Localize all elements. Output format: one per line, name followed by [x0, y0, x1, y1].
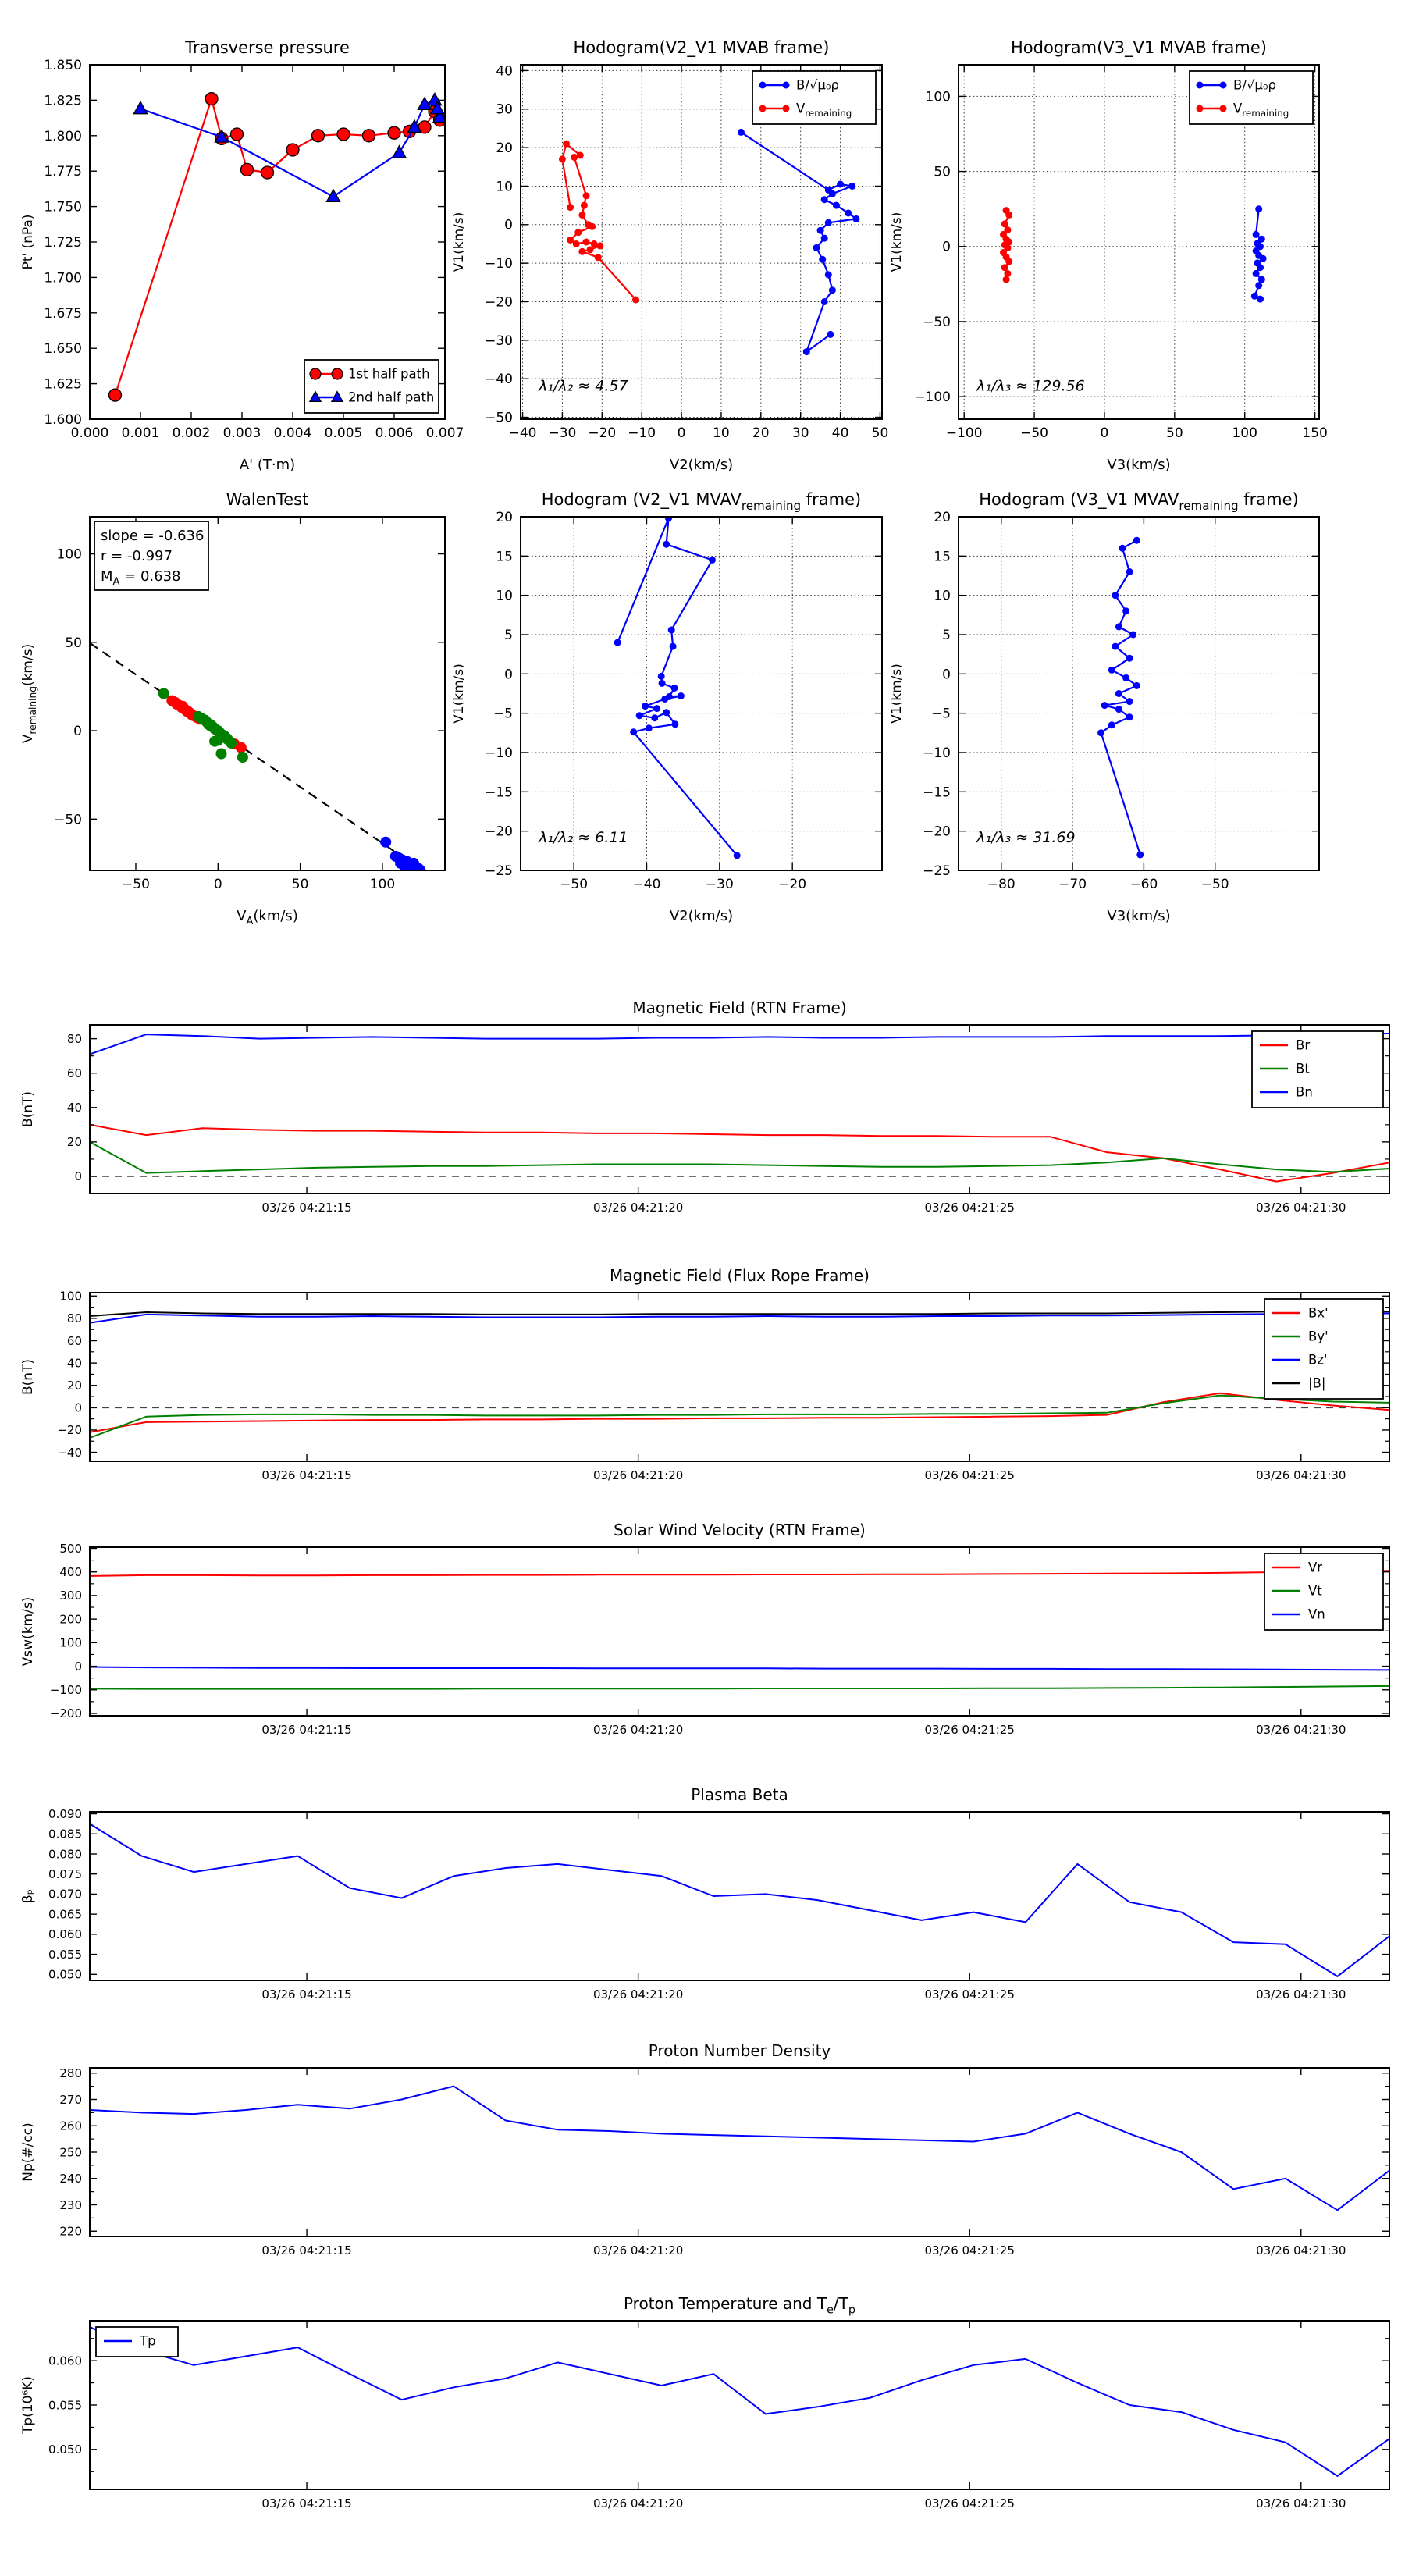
hodogram-v2v1-mvab-eigenvalue-annotation: λ₁/λ₂ ≈ 4.57 — [539, 377, 628, 395]
svg-text:20: 20 — [66, 1135, 82, 1150]
transverse-pressure-series-1st-half-path — [109, 93, 446, 401]
svg-text:20: 20 — [752, 425, 770, 441]
svg-text:Br: Br — [1296, 1037, 1311, 1053]
svg-text:Vr: Vr — [1308, 1560, 1323, 1575]
svg-text:260: 260 — [59, 2119, 82, 2133]
svg-text:03/26 04:21:25: 03/26 04:21:25 — [924, 1723, 1015, 1737]
svg-text:1.725: 1.725 — [44, 234, 82, 251]
svg-text:−10: −10 — [485, 256, 513, 272]
svg-text:100: 100 — [369, 877, 396, 892]
svg-text:−20: −20 — [778, 877, 807, 892]
svg-text:0.080: 0.080 — [48, 1847, 82, 1862]
svg-text:230: 230 — [59, 2197, 82, 2212]
svg-text:1.775: 1.775 — [44, 164, 82, 180]
svg-text:0: 0 — [942, 667, 951, 683]
hodogram-v3v1-mvav-eigenvalue-annotation: λ₁/λ₃ ≈ 31.69 — [976, 828, 1076, 846]
svg-text:40: 40 — [496, 63, 513, 80]
svg-text:03/26 04:21:15: 03/26 04:21:15 — [261, 2243, 352, 2258]
hodogram-v2v1-mvav-chart — [431, 476, 937, 945]
svg-text:0.002: 0.002 — [172, 425, 211, 441]
hodogram-v3v1-mvab-eigenvalue-annotation: λ₁/λ₃ ≈ 129.56 — [976, 377, 1085, 395]
svg-text:0: 0 — [74, 1400, 82, 1415]
svg-text:20: 20 — [496, 141, 513, 157]
svg-text:03/26 04:21:15: 03/26 04:21:15 — [261, 1987, 352, 2001]
svg-text:1.625: 1.625 — [44, 376, 82, 393]
walen-test-chart — [0, 476, 500, 945]
svg-text:10: 10 — [713, 425, 730, 441]
svg-text:0.001: 0.001 — [121, 425, 160, 441]
svg-text:0.006: 0.006 — [375, 425, 414, 441]
svg-text:15: 15 — [934, 549, 951, 565]
svg-text:40: 40 — [831, 425, 849, 441]
svg-text:03/26 04:21:20: 03/26 04:21:20 — [592, 1987, 684, 2001]
svg-text:−20: −20 — [588, 425, 617, 441]
svg-text:40: 40 — [66, 1356, 82, 1371]
hodogram-v3v1-mvab-title: Hodogram(V3_V1 MVAB frame) — [1011, 38, 1267, 57]
svg-text:03/26 04:21:20: 03/26 04:21:20 — [592, 1201, 684, 1215]
hodogram-v2v1-mvab-ylabel: V1(km/s) — [451, 212, 467, 272]
mag-fluxrope-chart — [0, 1252, 1405, 1497]
plot-hodogram-v3v1-mvav-remaining — [869, 476, 1374, 945]
svg-text:1st half path: 1st half path — [348, 366, 430, 382]
svg-text:50: 50 — [871, 425, 889, 441]
svg-text:−20: −20 — [57, 1423, 82, 1438]
svg-text:0.060: 0.060 — [48, 1927, 82, 1942]
svg-text:0.085: 0.085 — [48, 1827, 82, 1841]
svg-text:100: 100 — [59, 1635, 82, 1650]
proton-temp-ylabel: Tp(10⁶K) — [20, 2375, 36, 2435]
svg-text:50: 50 — [291, 877, 309, 892]
svg-text:15: 15 — [496, 549, 513, 565]
hodogram-v2v1-mvab-title: Hodogram(V2_V1 MVAB frame) — [573, 38, 830, 57]
velocity-rtn-title: Solar Wind Velocity (RTN Frame) — [614, 1521, 866, 1539]
panel-proton-number-density — [0, 2027, 1405, 2272]
hodogram-v3v1-mvav-title: Hodogram (V3_V1 $MVAV_{remaining}$ frame) — [979, 490, 1299, 513]
svg-text:Vt: Vt — [1308, 1583, 1322, 1599]
walen-test-title: WalenTest — [226, 490, 309, 509]
svg-text:03/26 04:21:15: 03/26 04:21:15 — [261, 1201, 352, 1215]
svg-text:−40: −40 — [485, 372, 513, 388]
plot-hodogram-v3v1-mvab — [869, 24, 1374, 493]
transverse-pressure-xlabel: A' (T·m) — [239, 457, 296, 473]
svg-text:−10: −10 — [485, 745, 513, 761]
hodogram-v2v1-mvab-xlabel: V2(km/s) — [669, 457, 734, 473]
velocity-rtn-series-Vr — [90, 1571, 1389, 1576]
svg-text:03/26 04:21:25: 03/26 04:21:25 — [924, 2496, 1015, 2510]
svg-text:0: 0 — [504, 217, 513, 233]
svg-text:50: 50 — [1166, 425, 1183, 441]
svg-text:1.825: 1.825 — [44, 93, 82, 109]
mag-fluxrope-series-By-prime — [90, 1396, 1389, 1438]
svg-text:10: 10 — [496, 179, 513, 195]
svg-text:−50: −50 — [485, 410, 513, 426]
svg-text:0.070: 0.070 — [48, 1887, 82, 1902]
svg-text:−100: −100 — [945, 425, 983, 441]
plasma-beta-title: Plasma Beta — [691, 1785, 788, 1804]
svg-text:Bn: Bn — [1296, 1084, 1313, 1100]
panel-solar-wind-velocity — [0, 1507, 1405, 1752]
hodogram-v2v1-mvav-ylabel: V1(km/s) — [451, 664, 467, 724]
svg-text:60: 60 — [66, 1333, 82, 1348]
hodogram-v2v1-mvav-xlabel: V2(km/s) — [669, 908, 734, 924]
hodogram-v3v1-mvab-series-B-alfven — [1251, 205, 1267, 302]
svg-text:50: 50 — [65, 635, 82, 651]
svg-text:03/26 04:21:20: 03/26 04:21:20 — [592, 2496, 684, 2510]
svg-text:B/√μ₀ρ: B/√μ₀ρ — [796, 77, 839, 93]
svg-text:−50: −50 — [1200, 877, 1229, 892]
svg-text:03/26 04:21:15: 03/26 04:21:15 — [261, 1723, 352, 1737]
svg-text:Vremaining: $V_{remaining}$ — [1233, 101, 1289, 119]
svg-text:100: 100 — [56, 546, 82, 563]
svg-text:80: 80 — [66, 1311, 82, 1326]
plot-transverse-pressure — [0, 24, 500, 493]
svg-text:300: 300 — [59, 1589, 82, 1603]
svg-text:03/26 04:21:30: 03/26 04:21:30 — [1256, 1987, 1346, 2001]
svg-text:03/26 04:21:20: 03/26 04:21:20 — [592, 1723, 684, 1737]
svg-text:10: 10 — [496, 588, 513, 604]
svg-text:−50: −50 — [122, 877, 150, 892]
svg-text:500: 500 — [59, 1541, 82, 1556]
svg-text:r = -0.997: r = -0.997 — [101, 548, 173, 564]
svg-text:220: 220 — [59, 2224, 82, 2239]
hodogram-v3v1-mvav-xlabel: V3(km/s) — [1107, 908, 1171, 924]
svg-text:0.065: 0.065 — [48, 1907, 82, 1922]
svg-text:−70: −70 — [1058, 877, 1087, 892]
svg-text:0.050: 0.050 — [48, 1967, 82, 1982]
svg-text:100: 100 — [925, 89, 951, 105]
svg-text:0.000: 0.000 — [70, 425, 109, 441]
svg-text:−10: −10 — [923, 745, 951, 761]
mag-fluxrope-series-Bz-prime — [90, 1314, 1389, 1323]
proton-density-ylabel: Np(#/cc) — [20, 2122, 36, 2182]
svg-text:03/26 04:21:15: 03/26 04:21:15 — [261, 1468, 352, 1482]
walen-test-ylabel: $V_{remaining}(km/s)$ — [20, 643, 38, 744]
panel-magnetic-field-rtn — [0, 984, 1405, 1229]
svg-text:0: 0 — [1100, 425, 1109, 441]
svg-text:0: 0 — [74, 1169, 82, 1184]
svg-text:Bx': Bx' — [1308, 1305, 1329, 1321]
svg-text:03/26 04:21:25: 03/26 04:21:25 — [924, 1987, 1015, 2001]
svg-text:40: 40 — [66, 1101, 82, 1115]
svg-text:100: 100 — [1232, 425, 1257, 441]
hodogram-v2v1-mvab-chart — [431, 24, 937, 493]
svg-text:0.060: 0.060 — [48, 2354, 82, 2368]
svg-text:Vremaining: $V_{remaining}$ — [796, 101, 852, 119]
plot-hodogram-v2v1-mvav-remaining — [431, 476, 937, 945]
hodogram-v2v1-mvav-series-B-path — [614, 515, 741, 859]
svg-text:10: 10 — [934, 588, 951, 604]
svg-text:−20: −20 — [485, 824, 513, 840]
svg-text:30: 30 — [496, 101, 513, 118]
svg-text:03/26 04:21:15: 03/26 04:21:15 — [261, 2496, 352, 2510]
proton-density-chart — [0, 2027, 1405, 2272]
hodogram-v3v1-mvab-xlabel: V3(km/s) — [1107, 457, 1171, 473]
svg-text:1.600: 1.600 — [44, 411, 82, 428]
svg-text:−80: −80 — [987, 877, 1016, 892]
svg-text:−100: −100 — [49, 1683, 82, 1698]
svg-text:0: 0 — [73, 724, 82, 740]
svg-text:80: 80 — [66, 1031, 82, 1046]
svg-text:−30: −30 — [548, 425, 577, 441]
svg-text:Vn: Vn — [1308, 1606, 1325, 1622]
proton-density-series-Np — [90, 2087, 1389, 2211]
svg-text:5: 5 — [504, 627, 513, 643]
walen-test-series-fit-line — [90, 643, 445, 886]
proton-density-title: Proton Number Density — [648, 2041, 831, 2060]
svg-text:1.750: 1.750 — [44, 199, 82, 215]
svg-text:0: 0 — [677, 425, 686, 441]
velocity-rtn-series-Vt — [90, 1686, 1389, 1689]
svg-text:03/26 04:21:30: 03/26 04:21:30 — [1256, 2243, 1346, 2258]
svg-text:250: 250 — [59, 2145, 82, 2160]
svg-text:−200: −200 — [49, 1706, 82, 1721]
svg-text:20: 20 — [66, 1378, 82, 1393]
svg-text:0.090: 0.090 — [48, 1806, 82, 1821]
svg-text:60: 60 — [66, 1066, 82, 1080]
hodogram-v3v1-mvab-chart — [869, 24, 1374, 493]
velocity-rtn-series-Vn — [90, 1667, 1389, 1670]
mag-fluxrope-ylabel: B(nT) — [20, 1358, 36, 1396]
svg-text:0.007: 0.007 — [425, 425, 464, 441]
svg-text:03/26 04:21:25: 03/26 04:21:25 — [924, 1201, 1015, 1215]
mag-fluxrope-title: Magnetic Field (Flux Rope Frame) — [610, 1266, 870, 1285]
mag-rtn-ylabel: B(nT) — [20, 1091, 36, 1128]
walen-test-xlabel: $V_A(km/s)$ — [237, 908, 298, 927]
svg-text:0: 0 — [213, 877, 222, 892]
svg-text:Bt: Bt — [1296, 1061, 1310, 1076]
svg-text:−5: −5 — [930, 706, 951, 722]
transverse-pressure-chart — [0, 24, 500, 493]
svg-text:0.003: 0.003 — [222, 425, 261, 441]
hodogram-v3v1-mvav-ylabel: V1(km/s) — [889, 664, 905, 724]
proton-temp-chart — [0, 2280, 1405, 2525]
svg-text:270: 270 — [59, 2092, 82, 2107]
svg-text:20: 20 — [496, 509, 513, 525]
svg-text:0.050: 0.050 — [48, 2443, 82, 2457]
svg-text:slope = -0.636: slope = -0.636 — [101, 528, 205, 544]
velocity-rtn-ylabel: Vsw(km/s) — [20, 1596, 36, 1667]
plot-walen-test — [0, 476, 500, 945]
svg-text:Bz': Bz' — [1308, 1352, 1328, 1368]
svg-text:0.005: 0.005 — [324, 425, 363, 441]
plasma-beta-chart — [0, 1771, 1405, 2016]
svg-text:50: 50 — [934, 164, 951, 180]
mag-rtn-series-Br — [90, 1125, 1389, 1182]
svg-text:−30: −30 — [485, 333, 513, 349]
svg-text:−50: −50 — [923, 314, 951, 330]
svg-text:−25: −25 — [485, 863, 513, 879]
svg-text:1.675: 1.675 — [44, 305, 82, 322]
mag-rtn-series-Bt — [90, 1142, 1389, 1173]
hodogram-v3v1-mvab-series-V-remaining — [1000, 207, 1012, 283]
svg-text:−50: −50 — [560, 877, 589, 892]
plot-hodogram-v2v1-mvab — [431, 24, 937, 493]
hodogram-v2v1-mvab-series-V-remaining — [559, 141, 639, 304]
svg-text:−20: −20 — [485, 294, 513, 311]
svg-text:0.004: 0.004 — [273, 425, 312, 441]
hodogram-v2v1-mvav-title: Hodogram (V2_V1 $MVAV_{remaining}$ frame) — [541, 490, 862, 513]
svg-text:2nd half path: 2nd half path — [348, 390, 435, 405]
svg-text:0: 0 — [74, 1659, 82, 1674]
svg-text:−40: −40 — [508, 425, 537, 441]
svg-text:0: 0 — [504, 667, 513, 683]
svg-text:03/26 04:21:25: 03/26 04:21:25 — [924, 2243, 1015, 2258]
svg-text:0.055: 0.055 — [48, 2398, 82, 2413]
svg-text:280: 280 — [59, 2066, 82, 2080]
svg-text:−50: −50 — [54, 812, 82, 828]
svg-text:150: 150 — [1302, 425, 1328, 441]
svg-text:03/26 04:21:30: 03/26 04:21:30 — [1256, 1468, 1346, 1482]
panel-proton-temperature — [0, 2280, 1405, 2525]
svg-text:200: 200 — [59, 1612, 82, 1627]
mag-rtn-title: Magnetic Field (RTN Frame) — [632, 998, 847, 1017]
svg-text:03/26 04:21:30: 03/26 04:21:30 — [1256, 2496, 1346, 2510]
svg-text:1.800: 1.800 — [44, 128, 82, 144]
svg-text:1.650: 1.650 — [44, 341, 82, 358]
svg-text:0.075: 0.075 — [48, 1866, 82, 1881]
proton-temp-title: Proton Temperature and $T_e/T_p$ — [623, 2294, 856, 2317]
svg-text:MA = 0.638: $M_A = 0.638$ — [101, 568, 181, 588]
svg-text:−15: −15 — [485, 785, 513, 801]
hodogram-v2v1-mvav-eigenvalue-annotation: λ₁/λ₂ ≈ 6.11 — [539, 828, 628, 846]
svg-text:03/26 04:21:20: 03/26 04:21:20 — [592, 2243, 684, 2258]
svg-text:By': By' — [1308, 1329, 1329, 1344]
svg-text:−100: −100 — [914, 390, 951, 406]
hodogram-v2v1-mvab-series-B-alfven — [738, 129, 860, 355]
svg-text:−15: −15 — [923, 785, 951, 801]
svg-text:−5: −5 — [493, 706, 513, 722]
svg-text:240: 240 — [59, 2172, 82, 2186]
plasma-beta-ylabel: βₚ — [20, 1888, 36, 1904]
plasma-beta-series-beta-p — [90, 1823, 1389, 1976]
svg-text:−30: −30 — [705, 877, 734, 892]
svg-text:100: 100 — [59, 1289, 82, 1304]
svg-text:−50: −50 — [1020, 425, 1049, 441]
transverse-pressure-title: Transverse pressure — [185, 38, 350, 57]
hodogram-v3v1-mvav-chart — [869, 476, 1374, 945]
proton-temp-series-Tp — [90, 2327, 1389, 2476]
svg-text:0.055: 0.055 — [48, 1947, 82, 1962]
hodogram-v3v1-mvav-series-B-path — [1097, 537, 1144, 859]
svg-text:400: 400 — [59, 1564, 82, 1579]
panel-magnetic-field-flux-rope — [0, 1252, 1405, 1497]
svg-text:−20: −20 — [923, 824, 951, 840]
transverse-pressure-ylabel: Pt' (nPa) — [20, 214, 36, 270]
svg-text:−40: −40 — [632, 877, 661, 892]
svg-text:1.700: 1.700 — [44, 270, 82, 286]
hodogram-v3v1-mvab-ylabel: V1(km/s) — [889, 212, 905, 272]
svg-text:−40: −40 — [57, 1445, 82, 1460]
svg-text:03/26 04:21:30: 03/26 04:21:30 — [1256, 1723, 1346, 1737]
svg-text:30: 30 — [791, 425, 809, 441]
panel-plasma-beta — [0, 1771, 1405, 2016]
svg-text:03/26 04:21:20: 03/26 04:21:20 — [592, 1468, 684, 1482]
svg-text:0: 0 — [942, 239, 951, 255]
svg-text:B/√μ₀ρ: B/√μ₀ρ — [1233, 77, 1276, 93]
mag-rtn-series-Bn — [90, 1034, 1389, 1055]
svg-text:1.850: 1.850 — [44, 57, 82, 73]
svg-text:03/26 04:21:25: 03/26 04:21:25 — [924, 1468, 1015, 1482]
velocity-rtn-chart — [0, 1507, 1405, 1752]
svg-text:20: 20 — [934, 509, 951, 525]
svg-text:Tp: Tp — [140, 2333, 156, 2349]
svg-text:03/26 04:21:30: 03/26 04:21:30 — [1256, 1201, 1346, 1215]
mag-rtn-chart — [0, 984, 1405, 1229]
svg-text:−60: −60 — [1129, 877, 1158, 892]
svg-text:−10: −10 — [628, 425, 656, 441]
svg-text:|B|: |B| — [1308, 1375, 1326, 1391]
svg-text:5: 5 — [942, 627, 951, 643]
svg-text:−25: −25 — [923, 863, 951, 879]
